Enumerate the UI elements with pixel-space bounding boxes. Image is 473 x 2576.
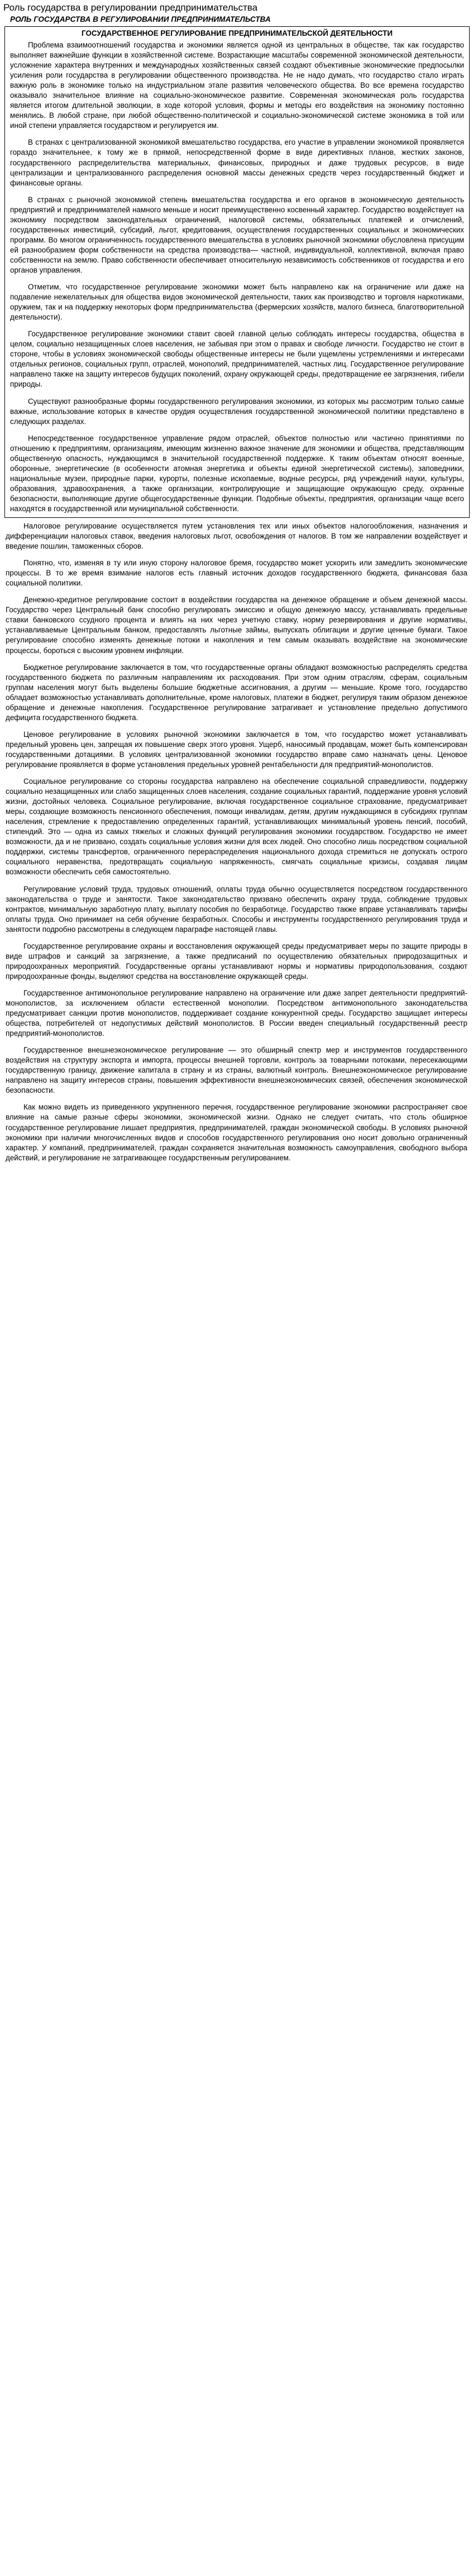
page-subtitle: РОЛЬ ГОСУДАРСТВА В РЕГУЛИРОВАНИИ ПРЕДПРИНИМАТЕЛЬСТВА — [10, 15, 271, 23]
paragraph: В странах с рыночной экономикой степень вмешательства государства и его органов в экономическую деятельность предприятий и предпринимателей намного меньше и носит преимущественно косвенный характер. Государство воздействует на экономику посредством законодательных ограничений, налоговой системы, обязательных платежей и отчислений, государственных инвестиций, субсидий, льгот, кредитования, осуществления государственных социальных и экономических программ. Во многом ограниченность государственного вмешательства в условиях рыночной экономики обусловлена присущим ей разнообразием форм собственности на средства производства— частной, индивидуальной, коллективной, включая право собственности на землю. Право собственности обеспечивает относительную независимость собственников от государства и его органов управления. — [10, 195, 464, 274]
page-title: Роль государства в регулировании предпринимательства — [3, 2, 258, 13]
paragraph: В странах с централизованной экономикой вмешательство государства, его участие в управлении экономикой проявляется гораздо значительнее, к тому же в прямой, непосредственной форме в виде директивных планов, жестких законов, государственного распределительства материальных, финансовых, природных и даже трудовых ресурсов, в виде централизации и централизованного распределения основной массы денежных средств через государственный бюджет и финансовые органы. — [10, 138, 464, 187]
paragraph: Государственное антимонопольное регулирование направлено на ограничение или даже запрет деятельности предприятий-монополистов, за исключением области естественной монополии. Посредством антимонопольного законодательства предусматривает санкции против монополистов, поддерживает создание конкурентной среды. Государство защищает интересы общества, потребителей от недопустимых действий монополистов. В России введен специальный государственный реестр предприятий-монополистов. — [6, 988, 467, 1038]
paragraph: Налоговое регулирование осуществляется путем установления тех или иных объектов налогообложения, назначения и дифференциации налоговых ставок, введения налоговых льгот, освобождения от налогов. В том же направлении воздействует и введение пошлин, таможенных сборов. — [6, 522, 467, 551]
paragraph: Проблема взаимоотношений государства и экономики является одной из центральных в обществе, так как государство выполняет важнейшие функции в хозяйственной системе. Возрастающие масштабы современной экономической деятельности, усложнение характера внутренних и международных хозяйственных связей создают объективные экономические предпосылки усиления роли государства в регулировании общественного производства. Не не надо думать, что государство стало играть важную роль в экономике только на индустриальном этапе развития человеческого общества. Во все времена государство оказывало значительное влияние на социально-экономическое развитие. Современная экономическая роль государства является итогом длительной эволюции, в ходе которой условия, формы и методы его воздействия на экономику постоянно менялись. В любой стране, при любой общественно-политической и социально-экономической системе экономика в той или иной степени управляется государством и регулируется им. — [10, 41, 464, 130]
paragraph: Государственное регулирование экономики ставит своей главной целью соблюдать интересы государства, общества в целом, социально незащищенных слоев населения, не забывая при этом о правах и свободе личности. Государство не стоит в стороне, чтобы в условиях экономической свободы общественные интересы не были ущемлены устремлениями и интересами отдельных регионов, социальных групп, отраслей, монополий, предпринимателей, частных лиц. Государственное регулирование направлено также на защиту интересов будущих поколений, охрану окружающей среды, предотвращение ее загрязнения, гибели природы. — [10, 330, 464, 389]
paragraph: Как можно видеть из приведенного укрупненного перечня, государственное регулирование экономики распространяет свое влияние на самые разные сферы экономики, экономической жизни. Однако не следует считать, что столь обширное государственное регулирование лишает предприятия, предпринимателей, граждан экономической свободы. В условиях рыночной экономики при наличии многочисленных видов и способов государственного регулирования оно носит довольно ограниченный характер. У компаний, предпринимателей, граждан сохраняется значительная возможность самоуправления, свободного выбора действий, и регулирование не затрагивающее государственным регулированием. — [6, 1103, 467, 1162]
framed-section — [4, 26, 470, 518]
paragraph: Ценовое регулирование в условиях рыночной экономики заключается в том, что государство может устанавливать предельный уровень цен, запрещая их повышение сверх этого уровня. Ущерб, наносимый продавцам, может быть компенсирован государственными дотациями. В условиях централизованной экономики государство вправе само назначать цены. Ценовое регулирование проявляется в форме установления предельных уровней рентабельности для предприятий-монополистов. — [6, 730, 467, 769]
paragraph: Государственное внешнеэкономическое регулирование — это обширный спектр мер и инструментов государственного воздействия на структуру экспорта и импорта, процессы внешней торговли, контроль за товарными потоками, пересекающими государственную границу, движение капитала в страну и из страны, валютный контроль. Внешнеэкономическое регулирование направлено на защиту интересов страны, повышения эффективности внешнеэкономических связей, обеспечения экономической безопасности. — [6, 1046, 467, 1095]
paragraph: Существуют разнообразные формы государственного регулирования экономики, из которых мы рассмотрим только самые важные, использование которых в качестве орудия осуществления государственной экономической политики представлено в следующих разделах. — [10, 397, 464, 426]
body-text — [3, 521, 470, 1163]
paragraph: Отметим, что государственное регулирование экономики может быть направлено как на ограничение или даже на подавление нежелательных для общества видов экономической деятельности, таких как производство и торговля наркотиками, оружием, так и на поддержку некоторых форм предпринимательства (фермерских хозяйств, малого бизнеса, благотворительной деятельности). — [10, 283, 464, 322]
section-title: ГОСУДАРСТВЕННОЕ РЕГУЛИРОВАНИЕ ПРЕДПРИНИМАТЕЛЬСКОЙ ДЕЯТЕЛЬНОСТИ — [82, 29, 393, 37]
paragraph: Понятно, что, изменяя в ту или иную сторону налоговое бремя, государство может ускорить или замедлить экономические процессы. В то же время взимание налогов есть главный источник доходов государственного бюджета, финансовая база социальной политики. — [6, 559, 467, 588]
paragraph: Государственное регулирование охраны и восстановления окружающей среды предусматривает меры по защите природы в виде штрафов и санкций за загрязнение, а также предписаний по осуществлению обязательных природозащитных и природоохранных мероприятий. Государственные органы устанавливают нормы и нормативы природопользования, создают природоохранные фонды, выделяют средства на восстановление окружающей среды. — [6, 941, 467, 980]
paragraph: Социальное регулирование со стороны государства направлено на обеспечение социальной справедливости, поддержку социально незащищенных или слабо защищенных слоев населения, создание социальных гарантий, поддержание уровня условий жизни, достойных человека. Социальное регулирование, включая государственное социальное страхование, предусматривает меры, создающие возможность пенсионного обеспечения, помощи инвалидам, детям, другим нуждающимся в субсидиях группам населения, стремление к предоставлению определенных гарантий, устанавливающих минимальный уровень пенсий, пособий, стипендий. Это — одна из самых тяжелых и сложных функций регулирования экономики государством. Государство не имеет возможности, да и не призвано, создать социальные условия жизни для всех людей. Оно способно лишь посредством социальной поддержки, системы трансфертов, ограниченного перераспределения национального дохода стремиться не допускать острого социального неравенства, предотвращать социальную напряженность, смягчать социальные кризисы, создавая лицам возможности обеспечить себя самостоятельно. — [6, 777, 467, 877]
paragraph: Непосредственное государственное управление рядом отраслей, объектов полностью или частично принятиями по отношению к предприятиям, организациям, имеющим жизненно важное значение для экономики и общества, представляющим общественную опасность, нуждающимся в значительной государственной поддержке. К таким объектам относят военные, оборонные, энергетические (в особенности атомная энергетика и объекты единой энергетической системы), заповедники, национальные музеи, природные парки, курорты, полезные ископаемые, водные ресурсы, ряд учреждений науки, культуры, образования, здравоохранения, а также организации, контролирующие и защищающие окружающую среду, охранные безопасности, выполняющие другие общегосударственные функции. Подобные объекты, предприятия, организации чаще всего находятся в государственной или муниципальной собственности. — [10, 434, 464, 513]
paragraph: Бюджетное регулирование заключается в том, что государственные органы обладают возможностью распределять средства государственного бюджета по различным направлениям их расходования. При этом одним отраслям, сферам, социальным группам населения могут быть выделены большие бюджетные ассигнования, а другим — меньшие. Кроме того, государство обладает возможностью устанавливать дополнительные, кроме налоговых, платежи в бюджет, регулируя таким образом денежное обращение и денежные накопления. Государственное регулирование затрагивает и установление предельно допустимого дефицита государственного бюджета. — [6, 663, 467, 722]
document-page — [0, 2, 473, 1165]
paragraph: Регулирование условий труда, трудовых отношений, оплаты труда обычно осуществляется посредством государственного законодательства о труде и занятости. Такое законодательство призвано обеспечить охрану труда, соблюдение трудовых контрактов, минимальную заработную плату, выплату пособия по безработице. Государство также вправе устанавливать тарифы оплаты труда. Оно принимает на себя обучение безработных. Способы и инструменты государственного регулирования труда и занятости подробно рассмотрены в следующем параграфе настоящей главы. — [6, 884, 467, 934]
paragraph: Денежно-кредитное регулирование состоит в воздействии государства на денежное обращение и объем денежной массы. Государство через Центральный банк способно регулировать эмиссию и общую денежную массу, устанавливать предельные ставки банковского ссудного процента и влиять на них через учетную ставку, норму резервирования и другие нормативы, устанавливаемые Центральным банком, предоставлять льготные займы, выпускать облигации и другие ценные бумаги. Такое регулирование способно изменять денежные потоки и накопления и тем самым оказывать воздействие на экономические процессы, бороться с высоким уровнем инфляции. — [6, 596, 467, 655]
